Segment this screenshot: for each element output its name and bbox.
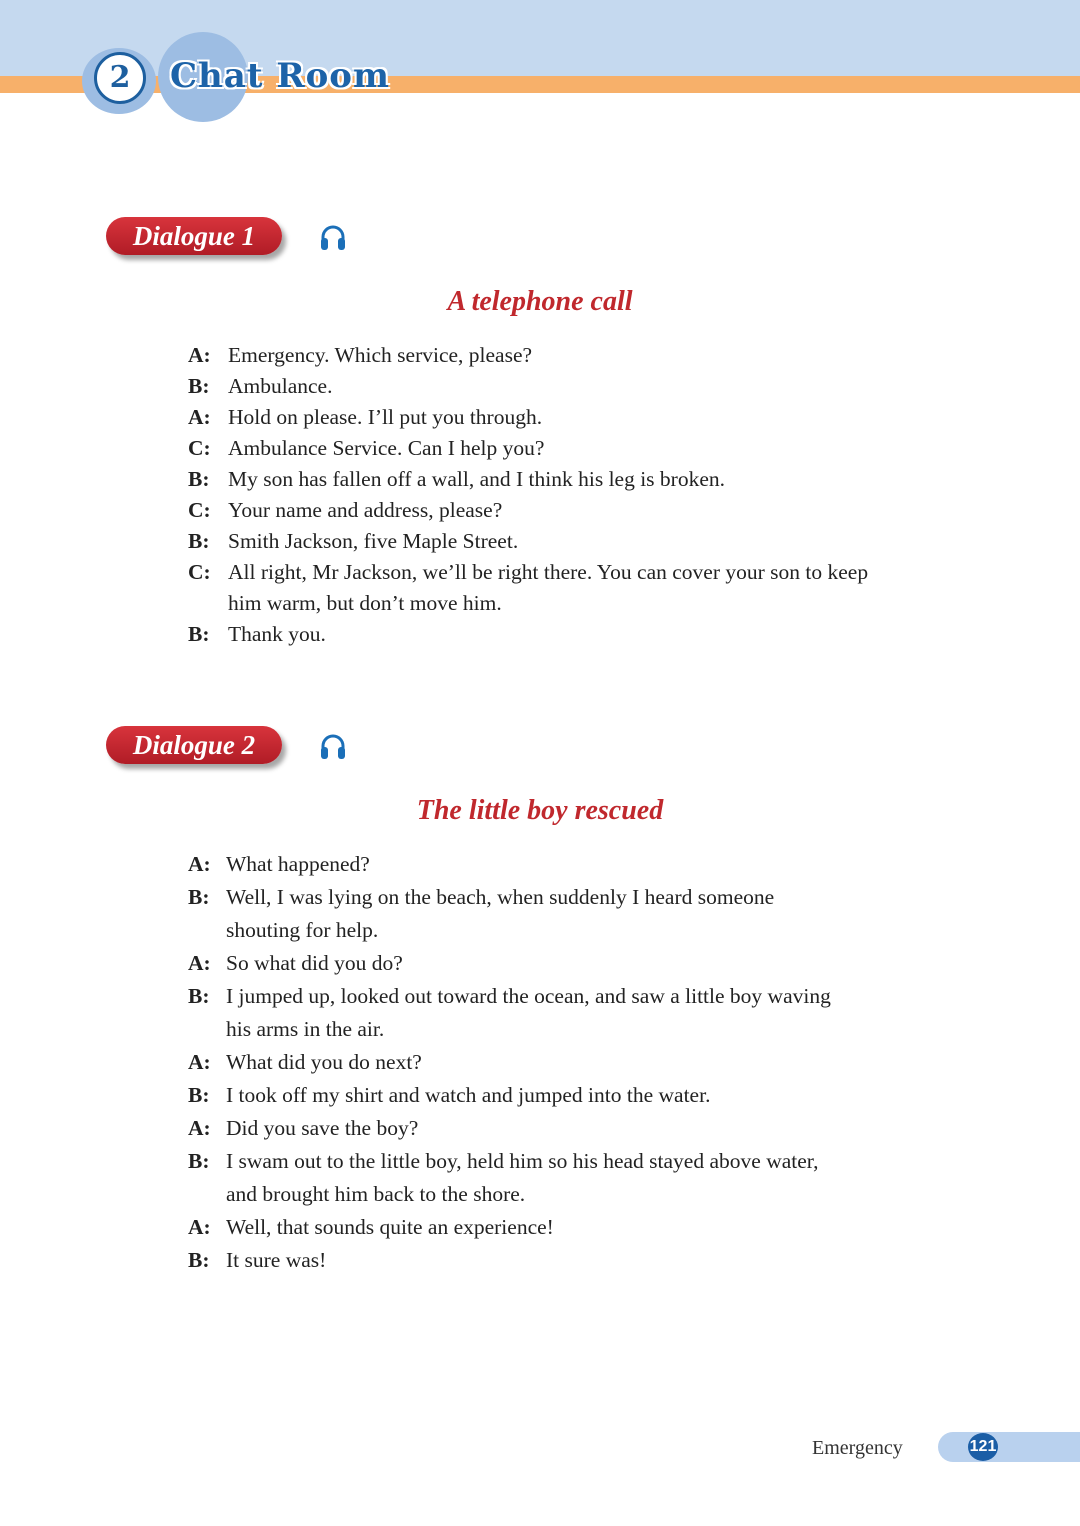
dialogue-line bbox=[188, 881, 831, 914]
dialogue-line bbox=[188, 1079, 831, 1112]
line-text: I took off my shirt and watch and jumped into the water. bbox=[226, 1083, 711, 1107]
headphones-icon[interactable] bbox=[320, 733, 346, 761]
line-text: I jumped up, looked out toward the ocean, and saw a little boy waving bbox=[226, 984, 831, 1008]
dialogue-line bbox=[188, 1145, 831, 1178]
speaker-label: C: bbox=[188, 560, 211, 584]
speaker-label bbox=[188, 1013, 226, 1046]
dialogue-1-label: Dialogue 1 bbox=[106, 217, 282, 255]
dialogue-line bbox=[188, 557, 868, 588]
speaker-label bbox=[188, 588, 228, 619]
speaker-label: B: bbox=[188, 529, 210, 553]
speaker-label: B: bbox=[188, 622, 210, 646]
speaker-label: A: bbox=[188, 405, 211, 429]
speaker-label: A: bbox=[188, 852, 211, 876]
dialogue-line bbox=[188, 1211, 831, 1244]
dialogue-line bbox=[188, 588, 868, 619]
dialogue-line bbox=[188, 947, 831, 980]
speaker-label: A: bbox=[188, 1215, 211, 1239]
line-text: and brought him back to the shore. bbox=[226, 1182, 526, 1206]
dialogue-line bbox=[188, 848, 831, 881]
footer-section: Emergency bbox=[812, 1437, 903, 1459]
dialogue-line bbox=[188, 526, 868, 557]
line-text: I swam out to the little boy, held him so his head stayed above water, bbox=[226, 1149, 819, 1173]
line-text: So what did you do? bbox=[226, 951, 403, 975]
headphones-icon[interactable] bbox=[320, 224, 346, 252]
dialogue-line bbox=[188, 1244, 831, 1277]
dialogue-line bbox=[188, 1013, 831, 1046]
dialogue-1-subtitle: A telephone call bbox=[447, 286, 633, 317]
dialogue-line bbox=[188, 1112, 831, 1145]
line-text: Emergency. Which service, please? bbox=[228, 343, 533, 367]
page-number: 121 bbox=[968, 1433, 998, 1461]
speaker-label: B: bbox=[188, 885, 210, 909]
line-text: Your name and address, please? bbox=[228, 498, 503, 522]
line-text: What happened? bbox=[226, 852, 370, 876]
speaker-label: B: bbox=[188, 984, 210, 1008]
dialogue-line bbox=[188, 980, 831, 1013]
line-text: It sure was! bbox=[226, 1248, 327, 1272]
speaker-label: A: bbox=[188, 951, 211, 975]
dialogue-line bbox=[188, 340, 868, 371]
dialogue-line bbox=[188, 495, 868, 526]
line-text: Ambulance. bbox=[228, 374, 333, 398]
speaker-label: A: bbox=[188, 1116, 211, 1140]
line-text: Well, that sounds quite an experience! bbox=[226, 1215, 554, 1239]
unit-number-badge: 2 bbox=[94, 52, 146, 104]
speaker-label: B: bbox=[188, 1248, 210, 1272]
dialogue-1-text bbox=[188, 340, 868, 650]
line-text: Did you save the boy? bbox=[226, 1116, 419, 1140]
speaker-label bbox=[188, 1178, 226, 1211]
line-text: shouting for help. bbox=[226, 918, 379, 942]
dialogue-line bbox=[188, 914, 831, 947]
speaker-label: B: bbox=[188, 374, 210, 398]
dialogue-2-subtitle: The little boy rescued bbox=[416, 795, 664, 826]
line-text: Thank you. bbox=[228, 622, 326, 646]
line-text: Hold on please. I’ll put you through. bbox=[228, 405, 543, 429]
dialogue-2-label: Dialogue 2 bbox=[106, 726, 282, 764]
line-text: him warm, but don’t move him. bbox=[228, 591, 502, 615]
line-text: My son has fallen off a wall, and I think his leg is broken. bbox=[228, 467, 725, 491]
speaker-label bbox=[188, 914, 226, 947]
speaker-label: C: bbox=[188, 498, 211, 522]
speaker-label: A: bbox=[188, 343, 211, 367]
dialogue-line bbox=[188, 402, 868, 433]
dialogue-line bbox=[188, 1046, 831, 1079]
page-title: Chat Room bbox=[170, 56, 390, 96]
dialogue-line bbox=[188, 433, 868, 464]
speaker-label: B: bbox=[188, 467, 210, 491]
page-number-bar bbox=[938, 1432, 1080, 1462]
dialogue-line bbox=[188, 464, 868, 495]
speaker-label: C: bbox=[188, 436, 211, 460]
line-text: All right, Mr Jackson, we’ll be right there. You can cover your son to keep bbox=[228, 560, 869, 584]
dialogue-line bbox=[188, 619, 868, 650]
line-text: Smith Jackson, five Maple Street. bbox=[228, 529, 519, 553]
line-text: Well, I was lying on the beach, when suddenly I heard someone bbox=[226, 885, 775, 909]
line-text: his arms in the air. bbox=[226, 1017, 385, 1041]
dialogue-line bbox=[188, 1178, 831, 1211]
dialogue-line bbox=[188, 371, 868, 402]
speaker-label: B: bbox=[188, 1149, 210, 1173]
speaker-label: A: bbox=[188, 1050, 211, 1074]
speaker-label: B: bbox=[188, 1083, 210, 1107]
line-text: Ambulance Service. Can I help you? bbox=[228, 436, 545, 460]
line-text: What did you do next? bbox=[226, 1050, 422, 1074]
dialogue-2-text bbox=[188, 848, 831, 1277]
